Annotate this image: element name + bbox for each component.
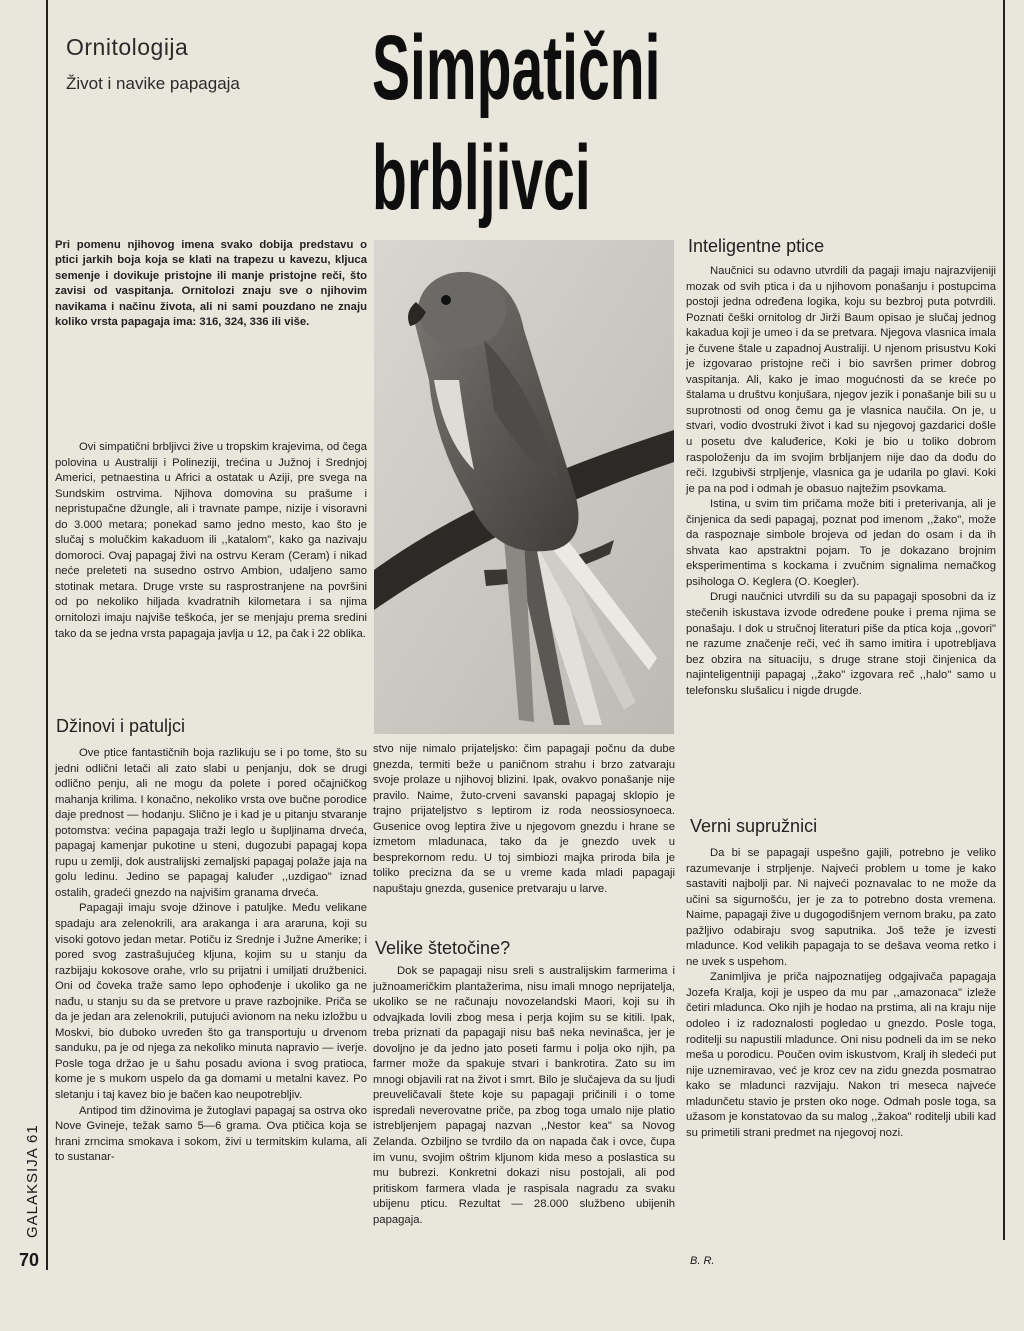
column-3-bottom [686, 846, 996, 1141]
col2-paragraph-1: stvo nije nimalo prijateljsko: čim papagaji počnu da dube gnezda, termiti beže u paničnom strahu i brzo zatvaraju svoje prolaze u njihovoj blizini. Ipak, ovakvo ponašanje nije pravilo. Naime, žuto-crveni savanski papagaj sklopio je trajno prijateljstvo s leptirom iz roda neossiosynoeca. Gusenice ovog leptira žive u njegovom gnezdu i hrane se izmetom mladunaca, tako da je gnezdo uvek u besprekornom redu. U toj simbiozi majka priroda bila je toliko precizna da se u vreme kada mladi papagaji napuštaju gnezda, gusenice pretvaraju u larve. [373, 743, 675, 895]
lead-paragraph: Pri pomenu njihovog imena svako dobija predstavu o ptici jarkih boja koja se klati na trapezu u kavezu, kljuca semenje i dovikuje pristojne ili manje pristojne reči, što zavisi od vaspitanja. Ornitolozi znaju sve o njihovim navikama i načinu života, ali ni sami pouzdano ne znaju koliko vrsta papagaja ima: 316, 324, 336 ili više. [55, 239, 367, 329]
col1-paragraph-3: Papagaji imaju svoje džinove i patuljke. Među velikane spadaju ara zelenokrili, ara arakanga i ara araruna, koji su visoki gotovo jedan metar. Potiču iz Srednje i Južne Amerike; i pored svog zastrašujućeg kljuna, kojim su u stanju da razbijaju kokosove orahe, vrlo su prijatni i umiljati družbenici. Oni od čoveka traže samo lepo ophođenje i ukoliko ga ne nađu, u stanju su da se pretvore u prave razbojnike. Priča se da je jedan ara zelenokrili, putujući avionom na neku izložbu u Moskvi, bio duboko uvređen što ga transportuju u drvenom sanduku, pa je od njega za nekoliko minuta napravio — iverje. Posle toga držao je u šahu posadu aviona i svog pratioca, kome je s mukom uspelo da ga domami u metalni kavez. Po sletanju i taj kavez bio je bačen kao neupotrebljiv. [55, 902, 367, 1102]
heading-inteligentne: Inteligentne ptice [688, 236, 825, 256]
column-1-top [55, 440, 367, 642]
column-1-bottom [55, 746, 367, 1166]
page-number: 70 [19, 1250, 40, 1270]
col3-paragraph-2: Istina, u svim tim pričama može biti i preterivanja, ali je činjenica da sedi papagaj, poznat pod imenom ,,žako", može da raspoznaje simbole brojeva od jedan do osam i da ih shvata kao apstraktni pojam. To je dokazano brojnim eksperimentima s kockama i zvučnim signalima nemačkog psihologa O. Keglera (O. Koegler). [686, 498, 996, 588]
article-subtitle: Život i navike papagaja [66, 74, 240, 93]
col3-paragraph-1: Naučnici su odavno utvrdili da pagaji imaju najrazvijeniji mozak od svih ptica i da u njihovom ponašanju i postupcima postoji jedna određena logika, koju su bezbroj puta potvrdili. Poznati češki ornitolog dr Jirži Baum opisao je slučaj jednog kakadua koji je umeo i da se pretvara. Njegova vlasnica imala je čuvene štale u zapadnoj Australiji. U njenom prisustvu Koki je izgovarao pristojne reči i bio savršen primer dobrog vaspitanja. Ali, kako je imao mogućnosti da se kreće po štalama u društvu konjušara, njegov jezik i ponašanje bili su u suprotnosti od onog čemu ga je vlasnica naučila. On je, u stvari, vodio dvostruki život i kad su njegovoj gazdarici došle u posetu dve kaluđerice, Koki je bio u toliko dobrom raspoloženju da im svojim brbljanjem nije dao da dođu do reči. Izgubivši strpljenje, vlasnica ga je udarila po glavi. Koki je pa na pod i odmah je obasuo najtežim psovkama. [686, 265, 996, 495]
heading-verni: Verni supružnici [690, 816, 818, 836]
author-signature: B. R. [690, 1255, 715, 1267]
col3-paragraph-5: Zanimljiva je priča najpoznatijeg odgajivača papagaja Jozefa Kralja, koji je uspeo da mu par ,,amazonaca" izleže četiri mladunca. Oko njih je hodao na prstima, ali na kraju nije odoleo i iz radoznalosti pogledao u gnezdo. Posle toga, roditelji su napustili mladunce. Oni nisu podneli da im se neko meša u porodicu. Poučen ovim iskustvom, Kralj ih sledeći put nije uznemiravao, već je kroz cev na zidu gnezda posmatrao kako se mladunci razvijaju. Nakon tri meseca najveće mladunčetu stavio je prsten oko noge. Odmah posle toga, sa užasom je konstatovao da su malog ,,žakoa" roditelji ubili kad su primetili strani predmet na njegovoj nozi. [686, 971, 996, 1139]
column-3-top [686, 264, 996, 699]
left-column-rule [46, 0, 48, 1270]
col3-paragraph-3: Drugi naučnici utvrdili su da su papagaji sposobni da iz stečenih iskustava izvode određene pouke i prema njima se ponašaju. I dok u stručnoj literaturi piše da ptica koja ,,govori" ne razume značenje reči, već ih samo imitira i upotrebljava bez obzira na situaciju, s druge strane stoji činjenica da najinteligentniji papagaj ,,žako" izgovara reč ,,halo" samo u telefonsku slušalicu i nigde drugde. [686, 591, 996, 697]
headline-line-1: Simpatični [372, 17, 661, 119]
right-page-rule [1003, 0, 1005, 1240]
column-2-lower [373, 964, 675, 1228]
parrot-head [418, 272, 506, 348]
article-headline [372, 17, 661, 229]
magazine-folio: GALAKSIJA 61 [24, 1124, 41, 1238]
col3-paragraph-4: Da bi se papagaji uspešno gajili, potrebno je veliko razumevanje i strpljenje. Najveći problem u tome je kako sastaviti najbolji par. Ni najveći poznavalac to ne može da učini sa sigurnošću, jer je za to potrebno dosta vremena. Naime, papagaji žive u dugogodišnjem vernom braku, pa zato pažljivo odabiraju svog saputnika. Još teže je izvesti mladunce. Kod velikih papagaja to se dešava veoma retko i ne uvek s uspehom. [686, 847, 996, 968]
parrot-photo [374, 240, 674, 734]
col1-paragraph-2: Ove ptice fantastičnih boja razlikuju se i po tome, što su jedni odlični letači ali zato slabi u penjanju, dok se drugi odlično penju, ali ne mogu da polete i pored očajničkog mahanja krilima. I konačno, nekoliko vrsta ove bučne porodice daje prednost — hodanju. Slično je i kad je u pitanju stvaranje potomstva: većina papagaja traži leglo u šupljinama drveća, papagaj kamenjar pukotine u steni, dugozubi papagaj kopa rupu u zemlji, dok australijski zemaljski papagaj polaže jaja na golu ledinu. Jedino se papagaj kaluđer ,,uzdigao" iznad ostalih, gradeći gnezdo na najvišim granama drveća. [55, 747, 367, 899]
column-2-bottom [373, 742, 675, 897]
col1-paragraph-4: Antipod tim džinovima je žutoglavi papagaj sa ostrva oko Nove Gvineje, težak samo 5—6 grama. Ova ptičica koja se hrani zrncima smokava i sokom, živi u termitskim kulama, ali to sustanar- [55, 1104, 367, 1164]
heading-stetocine: Velike štetočine? [375, 938, 511, 958]
col2-paragraph-2: Dok se papagaji nisu sreli s australijskim farmerima i južnoameričkim plantažerima, nisu imali mnogo neprijatelja, ukoliko se ne računaju novozelandski Maori, koji su ih odvajkada lovili zbog mesa i perja kojim su se kitili. Ipak, treba priznati da papagaji nisu baš neka nevinašca, jer je dovoljno je da jedno jato poseti farmu i polja oko njih, pa farmer može da spakuje stvari i bankrotira. Zato su im mnogi objavili rat na život i smrt. Bilo je slučajeva da su ljudi preuveličavali štete koje su papagaji pričinili i o tome ispredali neverovatne priče, pa zbog toga umalo nije platio istrebljenjem papagaj nazvan ,,Nestor kea" sa Novog Zelanda. Ozbiljno se tvrdilo da on napada čak i ovce, čupa im vunu, svojim oštrim kljunom kida meso a poslastica su mu bubrezi. Konkretni dokazi nisu postojali, ali pod pritiskom farmera vlada je raspisala nagradu za svaku ubijenu pticu. Rezultat — 28.000 službeno ubijenih papagaja. [373, 965, 675, 1226]
heading-dzinovi: Džinovi i patuljci [56, 716, 186, 736]
section-title: Ornitologija [66, 34, 189, 60]
col1-paragraph-1: Ovi simpatični brbljivci žive u tropskim krajevima, od čega polovina u Australiji i Polineziji, trećina u Južnoj i Srednjoj Americi, petnaestina u Africi a ostatak u Aziji, pre svega na Sundskim ostrvima. Njihova domovina su prašume i nepristupačne džungle, ali i travnate pampe, nizije i visoravni do 3.000 metara; ponekad samo jedno mesto, kao što je slučaj s molučkim kakaduom ili ,,katalom", kako ga nazivaju domoroci. Ovaj papagaj živi na ostrvu Keram (Ceram) i nikad neće preleteti na susedno ostrvo Ambion, udaljeno samo stotinak metara. Druge vrste su rasprostranjene na površini od po nekoliko hiljada kvadratnih kilometara i sa njima ornitolozi imaju najviše teškoća, jer se menjaju prema sredini tako da se jedna vrsta papagaja javlja u 12, pa čak i 22 oblika. [55, 441, 367, 640]
parrot-eye [441, 295, 451, 305]
headline-line-2: brbljivci [372, 127, 591, 229]
